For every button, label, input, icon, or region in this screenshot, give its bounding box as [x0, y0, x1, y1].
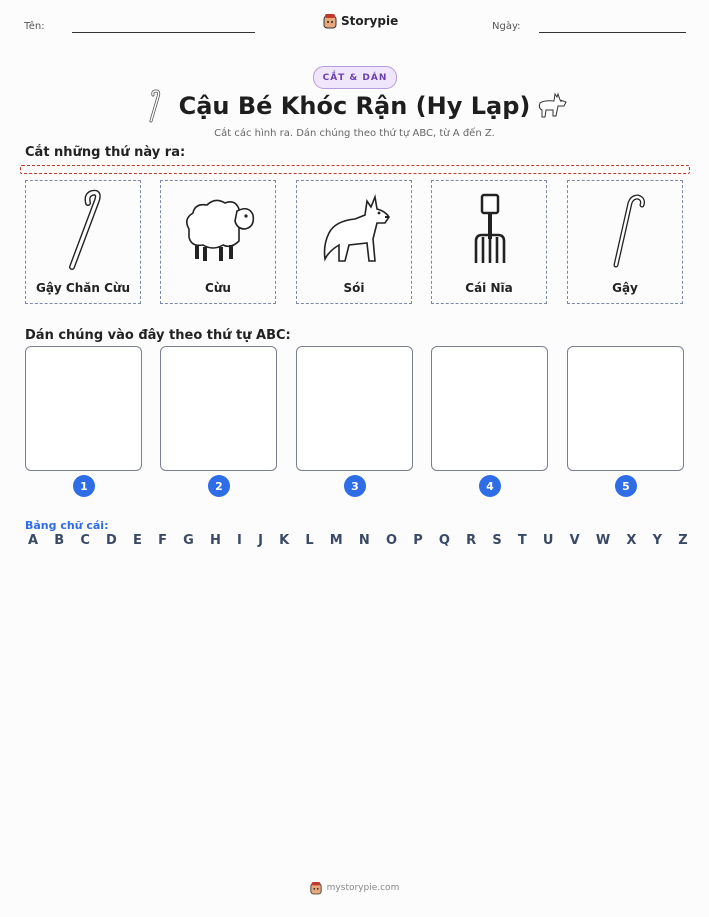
- alphabet-letter: L: [305, 533, 314, 548]
- alphabet-letter: O: [385, 533, 398, 548]
- paste-box-5[interactable]: [567, 346, 684, 471]
- activity-badge: CẮT & DÁN: [313, 66, 397, 89]
- alphabet-letter: X: [626, 533, 637, 548]
- alphabet-letter: T: [517, 533, 527, 548]
- alphabet-letter: F: [158, 533, 167, 548]
- pitchfork-icon: [450, 189, 530, 273]
- worksheet-title: Cậu Bé Khóc Rận (Hy Lạp): [178, 92, 531, 120]
- alphabet-letter: H: [209, 533, 221, 548]
- cut-card-label: Gậy: [612, 281, 638, 295]
- brand-name: Storypie: [341, 14, 399, 28]
- cut-card-wolf[interactable]: [296, 180, 412, 304]
- cut-heading: Cắt những thứ này ra:: [25, 145, 186, 160]
- name-line: [72, 32, 255, 33]
- paste-number: 3: [344, 475, 366, 497]
- paste-box-3[interactable]: [296, 346, 413, 471]
- alphabet-letter: M: [329, 533, 343, 548]
- alphabet-letter: U: [542, 533, 554, 548]
- alphabet-letter: J: [258, 533, 263, 548]
- cut-card-sheep[interactable]: [160, 180, 276, 304]
- paste-number: 2: [208, 475, 230, 497]
- alphabet-letter: B: [54, 533, 65, 548]
- alphabet-letter: P: [413, 533, 423, 548]
- footer: [0, 881, 709, 895]
- alphabet-letter: V: [569, 533, 580, 548]
- alphabet-heading: Bảng chữ cái:: [25, 519, 109, 532]
- sheep-icon: [179, 189, 259, 273]
- alphabet-row: [28, 533, 688, 548]
- cut-line: [20, 165, 690, 174]
- title-wolf-icon: [536, 90, 570, 122]
- cane-icon: [586, 189, 666, 273]
- alphabet-letter: Y: [652, 533, 663, 548]
- paste-number: 1: [73, 475, 95, 497]
- alphabet-letter: I: [237, 533, 242, 548]
- paste-number: 5: [615, 475, 637, 497]
- alphabet-letter: C: [80, 533, 90, 548]
- alphabet-letter: Z: [678, 533, 688, 548]
- alphabet-letter: Q: [438, 533, 450, 548]
- storypie-mascot-icon: [323, 13, 337, 29]
- alphabet-letter: A: [28, 533, 39, 548]
- cut-card-label: Gậy Chăn Cừu: [35, 281, 130, 295]
- footer-site[interactable]: mystorypie.com: [326, 883, 400, 893]
- name-label: Tên:: [24, 21, 45, 32]
- cut-card-cane[interactable]: [567, 180, 683, 304]
- cut-card-label: Sói: [343, 281, 365, 295]
- alphabet-letter: S: [492, 533, 502, 548]
- cut-card-crook[interactable]: [25, 180, 141, 304]
- paste-box-1[interactable]: [25, 346, 142, 471]
- paste-box-4[interactable]: [431, 346, 548, 471]
- date-label: Ngày:: [492, 21, 521, 32]
- wolf-icon: [315, 189, 395, 273]
- brand-logo: [323, 13, 398, 29]
- alphabet-letter: G: [183, 533, 194, 548]
- paste-box-2[interactable]: [160, 346, 277, 471]
- alphabet-letter: W: [595, 533, 611, 548]
- storypie-mascot-icon: [310, 881, 322, 895]
- cut-card-label: Cái Nĩa: [465, 281, 513, 295]
- paste-heading: Dán chúng vào đây theo thứ tự ABC:: [25, 328, 291, 343]
- alphabet-letter: D: [106, 533, 117, 548]
- paste-number: 4: [479, 475, 501, 497]
- worksheet-instructions: Cắt các hình ra. Dán chúng theo thứ tự ABC, từ A đến Z.: [214, 128, 495, 139]
- alphabet-letter: K: [279, 533, 290, 548]
- alphabet-letter: R: [466, 533, 477, 548]
- cut-card-label: Cừu: [205, 281, 231, 295]
- alphabet-letter: E: [133, 533, 142, 548]
- date-line: [539, 32, 686, 33]
- shepherd-crook-icon: [44, 189, 124, 273]
- alphabet-letter: N: [358, 533, 370, 548]
- cut-card-pitchfork[interactable]: [431, 180, 547, 304]
